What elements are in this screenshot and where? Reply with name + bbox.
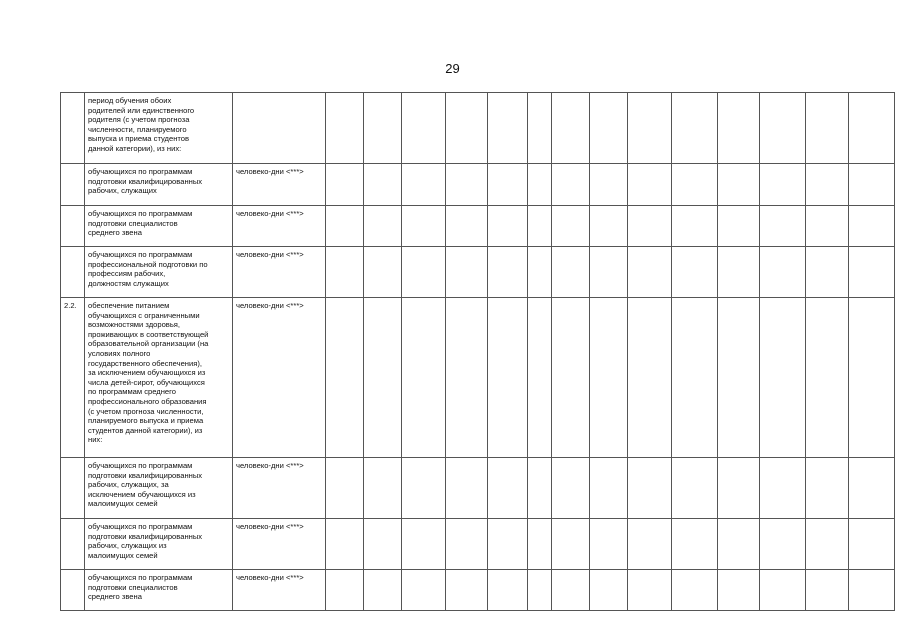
- description-line: родителя (с учетом прогноза: [88, 115, 190, 125]
- value-cell: [760, 206, 806, 247]
- value-cell: [488, 298, 528, 458]
- description-line: подготовки квалифицированных: [88, 531, 203, 541]
- value-cell: [590, 164, 628, 206]
- value-cell: [402, 93, 446, 164]
- value-cell: [849, 298, 895, 458]
- value-cell: [528, 206, 552, 247]
- value-cell: [806, 206, 849, 247]
- description-line: исключением обучающихся из: [88, 489, 196, 499]
- value-cell: [628, 298, 672, 458]
- value-cell: [488, 247, 528, 298]
- value-cell: [760, 519, 806, 570]
- value-cell: [590, 458, 628, 519]
- description-line: данной категории), из них:: [88, 143, 182, 153]
- value-cell: [718, 519, 760, 570]
- unit-cell: человеко-дни <***>: [233, 519, 326, 570]
- description-line: численности, планируемого: [88, 124, 187, 134]
- row-number-cell: 2.2.: [61, 298, 85, 458]
- value-cell: [760, 570, 806, 611]
- value-cell: [446, 206, 488, 247]
- table-row: [61, 93, 895, 164]
- row-number-cell: [61, 458, 85, 519]
- description-line: обучающихся по программам: [88, 573, 193, 582]
- description-line: (с учетом прогноза численности,: [88, 406, 204, 416]
- description-line: обеспечение питанием: [88, 301, 170, 310]
- value-cell: [672, 93, 718, 164]
- value-cell: [402, 247, 446, 298]
- value-cell: [528, 93, 552, 164]
- description-line: рабочих, служащих, за: [88, 480, 169, 490]
- table-body: [61, 93, 895, 611]
- unit-cell: [233, 93, 326, 164]
- value-cell: [806, 164, 849, 206]
- value-cell: [760, 458, 806, 519]
- value-cell: [552, 93, 590, 164]
- value-cell: [552, 247, 590, 298]
- value-cell: [672, 206, 718, 247]
- value-cell: [628, 247, 672, 298]
- description-line: обучающихся с ограниченными: [88, 310, 200, 320]
- value-cell: [326, 519, 364, 570]
- description-line: малоимущих семей: [88, 499, 158, 509]
- description-line: за исключением обучающихся из: [88, 368, 206, 378]
- unit-cell: человеко-дни <***>: [233, 298, 326, 458]
- value-cell: [672, 458, 718, 519]
- value-cell: [446, 164, 488, 206]
- value-cell: [628, 206, 672, 247]
- value-cell: [628, 458, 672, 519]
- description-line: профессионального образования: [88, 396, 207, 406]
- value-cell: [402, 298, 446, 458]
- value-cell: [446, 519, 488, 570]
- value-cell: [718, 206, 760, 247]
- unit-cell: человеко-дни <***>: [233, 458, 326, 519]
- description-line: обучающихся по программам: [88, 209, 193, 218]
- description-line: должностям служащих: [88, 278, 169, 288]
- value-cell: [552, 298, 590, 458]
- value-cell: [364, 206, 402, 247]
- description-line: них:: [88, 435, 103, 445]
- value-cell: [849, 247, 895, 298]
- description-cell: [85, 458, 233, 519]
- description-line: обучающихся по программам: [88, 167, 193, 176]
- description-line: образовательной организации (на: [88, 339, 209, 349]
- value-cell: [488, 206, 528, 247]
- table-row: [61, 519, 895, 570]
- value-cell: [326, 298, 364, 458]
- row-number-cell: [61, 93, 85, 164]
- value-cell: [628, 164, 672, 206]
- description-cell: [85, 570, 233, 611]
- value-cell: [488, 93, 528, 164]
- description-cell: [85, 93, 233, 164]
- unit-cell: человеко-дни <***>: [233, 206, 326, 247]
- table-row: [61, 458, 895, 519]
- value-cell: [718, 570, 760, 611]
- value-cell: [806, 519, 849, 570]
- table-row: [61, 164, 895, 206]
- value-cell: [528, 298, 552, 458]
- description-line: профессиям рабочих,: [88, 269, 166, 279]
- value-cell: [672, 519, 718, 570]
- row-number-cell: [61, 519, 85, 570]
- description-line: малоимущих семей: [88, 550, 158, 560]
- description-cell: [85, 247, 233, 298]
- value-cell: [590, 570, 628, 611]
- value-cell: [552, 519, 590, 570]
- value-cell: [806, 570, 849, 611]
- value-cell: [364, 298, 402, 458]
- value-cell: [528, 164, 552, 206]
- description-line: обучающихся по программам: [88, 461, 193, 470]
- row-number-cell: [61, 164, 85, 206]
- description-line: числа детей-сирот, обучающихся: [88, 377, 205, 387]
- value-cell: [760, 298, 806, 458]
- description-line: рабочих, служащих из: [88, 541, 167, 551]
- value-cell: [672, 164, 718, 206]
- value-cell: [552, 570, 590, 611]
- table-row: [61, 206, 895, 247]
- value-cell: [849, 93, 895, 164]
- value-cell: [672, 570, 718, 611]
- value-cell: [446, 570, 488, 611]
- description-line: подготовки квалифицированных: [88, 470, 203, 480]
- value-cell: [628, 570, 672, 611]
- table-row: [61, 298, 895, 458]
- value-cell: [718, 164, 760, 206]
- value-cell: [849, 519, 895, 570]
- description-line: условиях полного: [88, 348, 151, 358]
- value-cell: [528, 570, 552, 611]
- unit-cell: человеко-дни <***>: [233, 164, 326, 206]
- description-line: период обучения обоих: [88, 96, 172, 105]
- value-cell: [446, 298, 488, 458]
- value-cell: [590, 206, 628, 247]
- value-cell: [760, 247, 806, 298]
- row-number-cell: [61, 206, 85, 247]
- description-line: проживающих в соответствующей: [88, 329, 209, 339]
- value-cell: [672, 247, 718, 298]
- description-cell: [85, 164, 233, 206]
- row-number-cell: [61, 570, 85, 611]
- description-line: государственного обеспечения),: [88, 358, 202, 368]
- value-cell: [326, 458, 364, 519]
- value-cell: [488, 164, 528, 206]
- row-number-cell: [61, 247, 85, 298]
- value-cell: [718, 247, 760, 298]
- value-cell: [402, 164, 446, 206]
- value-cell: [849, 164, 895, 206]
- value-cell: [590, 519, 628, 570]
- description-line: планируемого выпуска и приема: [88, 416, 204, 426]
- value-cell: [402, 206, 446, 247]
- description-line: профессиональной подготовки по: [88, 259, 208, 269]
- value-cell: [488, 570, 528, 611]
- value-cell: [326, 164, 364, 206]
- description-line: среднего звена: [88, 228, 142, 238]
- value-cell: [806, 458, 849, 519]
- value-cell: [590, 93, 628, 164]
- description-line: студентов данной категории), из: [88, 425, 203, 435]
- value-cell: [528, 247, 552, 298]
- description-line: возможностями здоровья,: [88, 320, 181, 330]
- description-line: выпуска и приема студентов: [88, 134, 190, 144]
- value-cell: [552, 458, 590, 519]
- value-cell: [552, 206, 590, 247]
- value-cell: [718, 298, 760, 458]
- value-cell: [364, 570, 402, 611]
- value-cell: [326, 93, 364, 164]
- value-cell: [446, 247, 488, 298]
- value-cell: [849, 458, 895, 519]
- value-cell: [590, 247, 628, 298]
- value-cell: [760, 93, 806, 164]
- value-cell: [364, 164, 402, 206]
- value-cell: [364, 519, 402, 570]
- value-cell: [552, 164, 590, 206]
- table-row: [61, 247, 895, 298]
- value-cell: [488, 458, 528, 519]
- description-line: обучающихся по программам: [88, 522, 193, 531]
- value-cell: [488, 519, 528, 570]
- description-cell: [85, 206, 233, 247]
- value-cell: [628, 519, 672, 570]
- value-cell: [326, 247, 364, 298]
- value-cell: [402, 570, 446, 611]
- value-cell: [326, 206, 364, 247]
- description-line: рабочих, служащих: [88, 186, 157, 196]
- value-cell: [364, 93, 402, 164]
- value-cell: [760, 164, 806, 206]
- value-cell: [402, 519, 446, 570]
- value-cell: [718, 458, 760, 519]
- description-line: среднего звена: [88, 592, 142, 602]
- value-cell: [326, 570, 364, 611]
- description-line: подготовки квалифицированных: [88, 176, 203, 186]
- value-cell: [718, 93, 760, 164]
- table-row: [61, 570, 895, 611]
- description-line: родителей или единственного: [88, 105, 195, 115]
- value-cell: [364, 458, 402, 519]
- value-cell: [849, 570, 895, 611]
- value-cell: [849, 206, 895, 247]
- value-cell: [364, 247, 402, 298]
- value-cell: [528, 458, 552, 519]
- value-cell: [628, 93, 672, 164]
- value-cell: [446, 93, 488, 164]
- description-cell: [85, 519, 233, 570]
- value-cell: [402, 458, 446, 519]
- value-cell: [528, 519, 552, 570]
- description-line: обучающихся по программам: [88, 250, 193, 259]
- page-number: 29: [445, 61, 460, 76]
- value-cell: [446, 458, 488, 519]
- value-cell: [590, 298, 628, 458]
- value-cell: [672, 298, 718, 458]
- unit-cell: человеко-дни <***>: [233, 247, 326, 298]
- value-cell: [806, 93, 849, 164]
- unit-cell: человеко-дни <***>: [233, 570, 326, 611]
- description-cell: [85, 298, 233, 458]
- data-table: [60, 92, 895, 611]
- description-line: по программам среднего: [88, 387, 176, 397]
- description-line: подготовки специалистов: [88, 582, 178, 592]
- value-cell: [806, 298, 849, 458]
- description-line: подготовки специалистов: [88, 218, 178, 228]
- value-cell: [806, 247, 849, 298]
